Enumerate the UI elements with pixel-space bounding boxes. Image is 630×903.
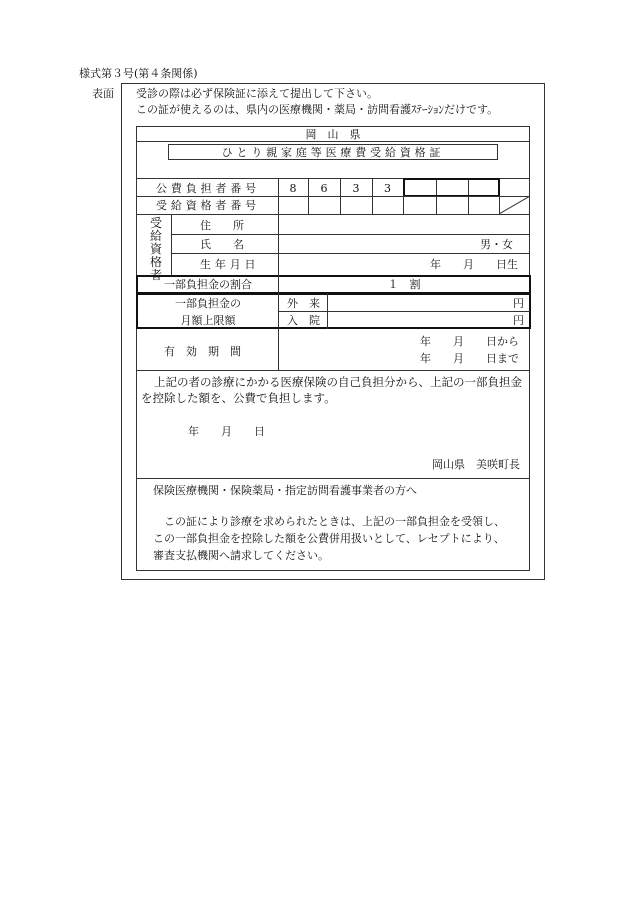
statement-line-2: を控除した額を、公費で負担します。 bbox=[141, 391, 336, 405]
side-label: 表面 bbox=[92, 87, 114, 100]
note-line-2: この証が使えるのは、県内の医療機関・薬局・訪問看護ｽﾃｰｼｮﾝだけです。 bbox=[136, 103, 499, 116]
birth-label: 生年月日 bbox=[200, 258, 260, 271]
payer-digit-2: 6 bbox=[320, 182, 328, 195]
validity-from: 年 月 日から bbox=[420, 335, 519, 348]
copay-ratio-value: １ 割 bbox=[387, 278, 421, 291]
diagonal-slash bbox=[499, 196, 530, 214]
inpatient-unit: 円 bbox=[513, 314, 524, 327]
recipient-section-label: 受給資格者 bbox=[149, 216, 162, 282]
validity-to: 年 月 日まで bbox=[420, 352, 519, 365]
card-title: ひとり親家庭等医療費受給資格証 bbox=[221, 146, 445, 159]
payer-digit-1: 8 bbox=[289, 182, 297, 195]
recipient-number-label: 受給資格者番号 bbox=[156, 199, 260, 212]
validity-label: 有 効 期 間 bbox=[164, 345, 241, 358]
form-number: 様式第３号(第４条関係) bbox=[79, 67, 198, 80]
address-label: 住 所 bbox=[200, 219, 244, 232]
payer-digit-4: 3 bbox=[384, 182, 391, 195]
name-label: 氏 名 bbox=[200, 238, 244, 251]
outpatient-unit: 円 bbox=[513, 297, 524, 310]
provider-notice-heading: 保険医療機関・保険薬局・指定訪問看護事業者の方へ bbox=[153, 484, 417, 497]
provider-notice-line-3: 審査支払機関へ請求してください。 bbox=[153, 549, 329, 562]
copay-limit-label-2: 月額上限額 bbox=[180, 314, 236, 327]
birth-value: 年 月 日生 bbox=[430, 258, 518, 271]
issuer: 岡山県 美咲町長 bbox=[432, 458, 520, 471]
provider-notice-line-1: この証により診療を求められたときは、上記の一部負担金を受領し、 bbox=[164, 515, 505, 528]
payer-number-label: 公費負担者番号 bbox=[156, 182, 260, 195]
inpatient-label: 入 院 bbox=[287, 314, 320, 327]
statement-date: 年 月 日 bbox=[188, 425, 265, 438]
prefecture: 岡 山 県 bbox=[305, 128, 361, 141]
provider-notice-line-2: この一部負担金を控除した額を公費併用扱いとして、レセプトにより、 bbox=[153, 532, 505, 545]
payer-number-check-box bbox=[403, 178, 500, 197]
copay-limit-label-1: 一部負担金の bbox=[175, 297, 241, 310]
sex-value: 男・女 bbox=[480, 238, 513, 251]
outpatient-label: 外 来 bbox=[287, 297, 320, 310]
payer-digit-3: 3 bbox=[352, 182, 360, 195]
note-line-1: 受診の際は必ず保険証に添えて提出して下さい。 bbox=[136, 87, 378, 100]
copay-ratio-label: 一部負担金の割合 bbox=[164, 278, 252, 291]
statement-line-1: 上記の者の診療にかかる医療保険の自己負担分から、上記の一部負担金 bbox=[154, 375, 522, 389]
